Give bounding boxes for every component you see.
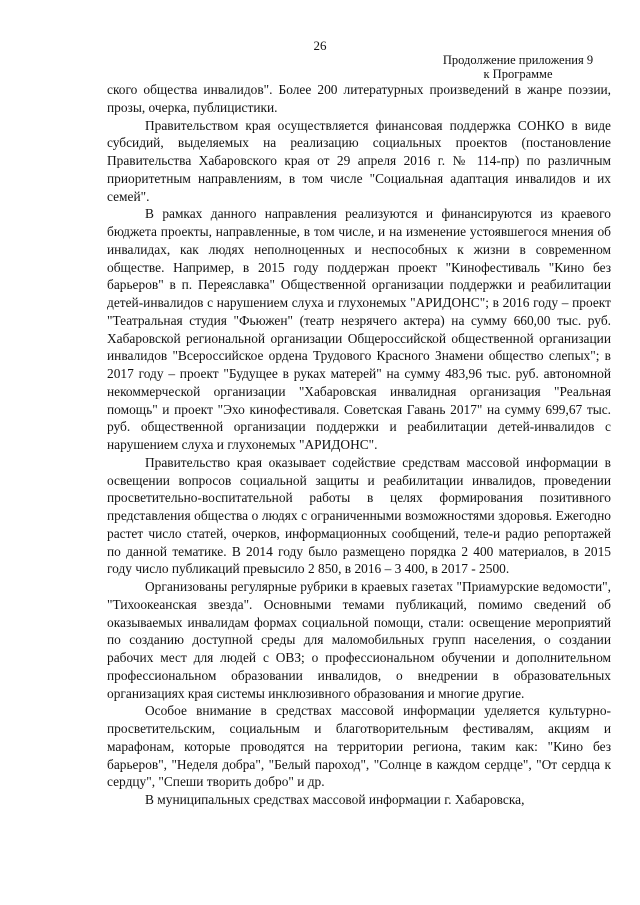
appendix-note-line-1: Продолжение приложения 9 xyxy=(442,53,594,67)
paragraph-projects: В рамках данного направления реализуются и финансируются из краевого бюджета проекты, направленные, в том числе, и на изменение устоявшегося мнения об инвалидах, как людях неполноценных и неспособных к жизни в современном обществе. Например, в 2015 году поддержан проект "Кинофестиваль "Кино без барьеров" в п. Переяславка" Общественной организации поддержки и реабилитации детей-инвалидов с нарушением слуха и глухонемых "АРИДОНС"; в 2016 году – проект "Театральная студия "Фьюжен" (театр незрячего актера) на сумму 660,00 тыс. руб. Хабаровской региональной организации Общероссийской общественной организации инвалидов "Всероссийское ордена Трудового Красного Знамени общество слепых"; в 2017 году – проект "Будущее в руках матерей" на сумму 483,96 тыс. руб. автономной некоммерческой организации "Хабаровская инвалидная организация "Реальная помощь" и проект "Эхо кинофестиваля. Советская Гавань 2017" на сумму 699,67 тыс. руб. общественной организации поддержки и реабилитации детей-инвалидов с нарушением слуха и глухонемых "АРИДОНС". xyxy=(107,206,611,452)
paragraph-newspaper-rubrics: Организованы регулярные рубрики в краевых газетах "Приамурские ведомости", "Тихоокеанская звезда". Основными темами публикаций, помимо сведений об оказываемых инвалидам формах социальной помощи, стали: освещение мероприятий по созданию доступной среды для маломобильных групп населения, о создании рабочих мест для людей с ОВЗ; о профессиональном обучении и дополнительном профессиональном образовании инвалидов, о внедрении в образовательных организациях края системы инклюзивного образования и многие другие. xyxy=(107,579,611,701)
document-body xyxy=(107,81,611,809)
paragraph-municipal-media: В муниципальных средствах массовой информации г. Хабаровска, xyxy=(145,792,525,807)
paragraph-festivals: Особое внимание в средствах массовой информации уделяется культурно-просветительским, социальным и благотворительным фестивалям, акциям и марафонам, которые проводятся на территории региона, таким как: "Кино без барьеров", "Неделя добра", "Белый пароход", "Солнце в каждом сердце", "От сердца к сердцу", "Спеши творить добро" и др. xyxy=(107,703,611,790)
appendix-note-line-2: к Программе xyxy=(483,67,553,81)
paragraph-continuation: ского общества инвалидов". Более 200 литературных произведений в жанре поэзии, прозы, очерка, публицистики. xyxy=(107,82,611,115)
page-number: 26 xyxy=(313,38,327,53)
paragraph-sonko-support: Правительством края осуществляется финансовая поддержка СОНКО в виде субсидий, выделяемых на реализацию социальных проектов (постановление Правительства Хабаровского края от 29 апреля 2016 г. № 114-пр) по различным приоритетным направлениям, в том числе "Социальная адаптация инвалидов и их семей". xyxy=(107,117,611,204)
appendix-note xyxy=(438,53,598,81)
paragraph-media-support: Правительство края оказывает содействие средствам массовой информации в освещении вопросов социальной защиты и реабилитации инвалидов, проведении просветительно-воспитательной работы в целях формирования позитивного представления общества о людях с ограниченными возможностями здоровья. Ежегодно растет число статей, очерков, информационных сообщений, теле-и радио репортажей по данной тематике. В 2014 году было размещено порядка 2 400 материалов, в 2015 году число публикаций превысило 2 850, в 2016 – 3 400, в 2017 - 2500. xyxy=(107,454,611,577)
